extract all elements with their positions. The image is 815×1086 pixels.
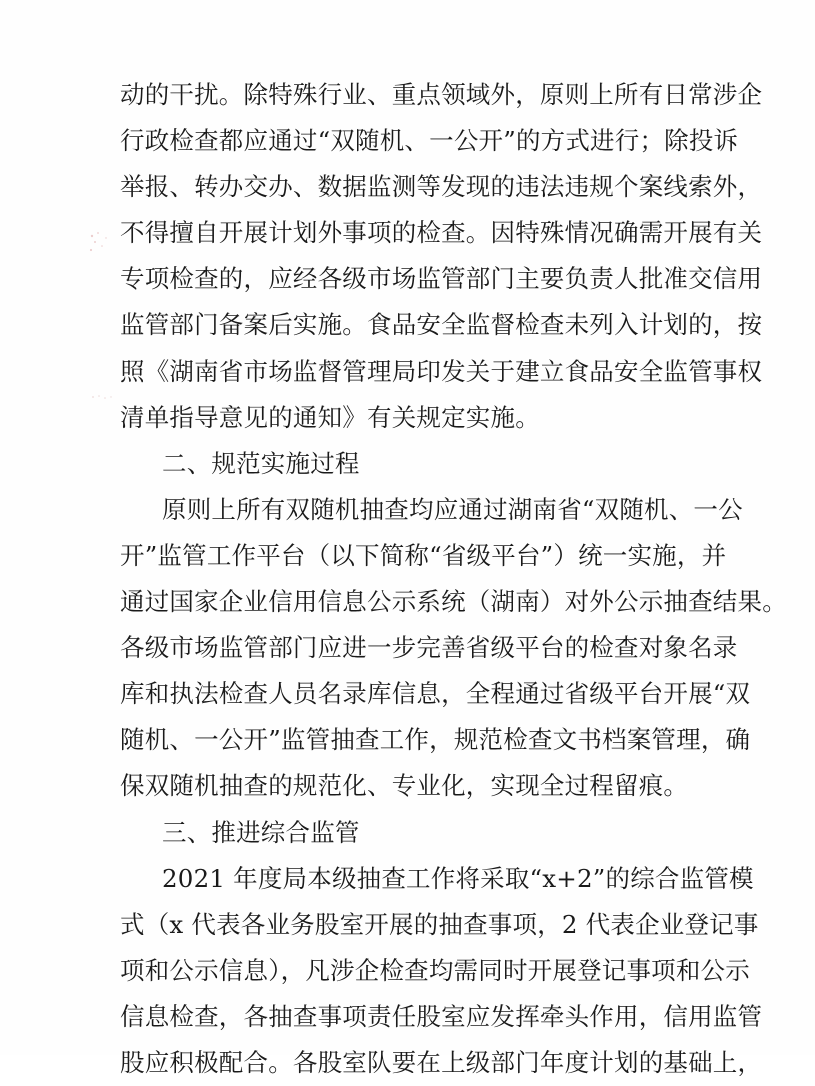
- document-body: [120, 72, 787, 1086]
- text-line: 股应积极配合。各股室队要在上级部门年度计划的基础上，: [120, 1047, 763, 1077]
- text-line: 专项检查的，应经各级市场监管部门主要负责人批准交信用: [120, 264, 763, 294]
- paragraph-integrated: [120, 856, 763, 1086]
- paragraph-process: [120, 487, 787, 810]
- scan-artifact: [86, 228, 114, 258]
- text-line: 随机、一公开”监管抽查工作，规范检查文书档案管理，确: [120, 725, 751, 755]
- paragraph-continued: [120, 72, 763, 441]
- text-line: 原则上所有双随机抽查均应通过湖南省“双随机、一公: [162, 494, 743, 524]
- text-line: 不得擅自开展计划外事项的检查。因特殊情况确需开展有关: [120, 218, 763, 248]
- text-line: 信息检查，各抽查事项责任股室应发挥牵头作用，信用监管: [120, 1001, 763, 1031]
- text-line: 开”监管工作平台（以下简称“省级平台”）统一实施，并: [120, 540, 727, 570]
- text-line: 监管部门备案后实施。食品安全监督检查未列入计划的，按: [120, 310, 763, 340]
- text-line: 库和执法检查人员名录库信息，全程通过省级平台开展“双: [120, 679, 751, 709]
- text-line: 2021 年度局本级抽查工作将采取“x+2”的综合监管模: [162, 863, 754, 893]
- text-line: 动的干扰。除特殊行业、重点领域外，原则上所有日常涉企: [120, 80, 763, 109]
- text-line: 项和公示信息），凡涉企检查均需同时开展登记事项和公示: [120, 955, 750, 985]
- text-line: 各级市场监管部门应进一步完善省级平台的检查对象名录: [120, 633, 738, 663]
- section-heading-2: 二、规范实施过程: [162, 448, 360, 478]
- scan-artifact: [90, 392, 116, 402]
- text-line: 照《湖南省市场监督管理局印发关于建立食品安全监管事权: [120, 356, 763, 386]
- text-line: 清单指导意见的通知》有关规定实施。: [120, 402, 540, 432]
- text-line: 保双随机抽查的规范化、专业化，实现全过程留痕。: [120, 771, 689, 801]
- text-line: 式（x 代表各业务股室开展的抽查事项，2 代表企业登记事: [120, 909, 759, 939]
- section-heading-3: 三、推进综合监管: [162, 817, 360, 847]
- text-line: 行政检查都应通过“双随机、一公开”的方式进行；除投诉: [120, 126, 739, 156]
- text-line: 举报、转办交办、数据监测等发现的违法违规个案线索外，: [120, 172, 763, 202]
- text-line: 通过国家企业信用信息公示系统（湖南）对外公示抽查结果。: [120, 587, 787, 617]
